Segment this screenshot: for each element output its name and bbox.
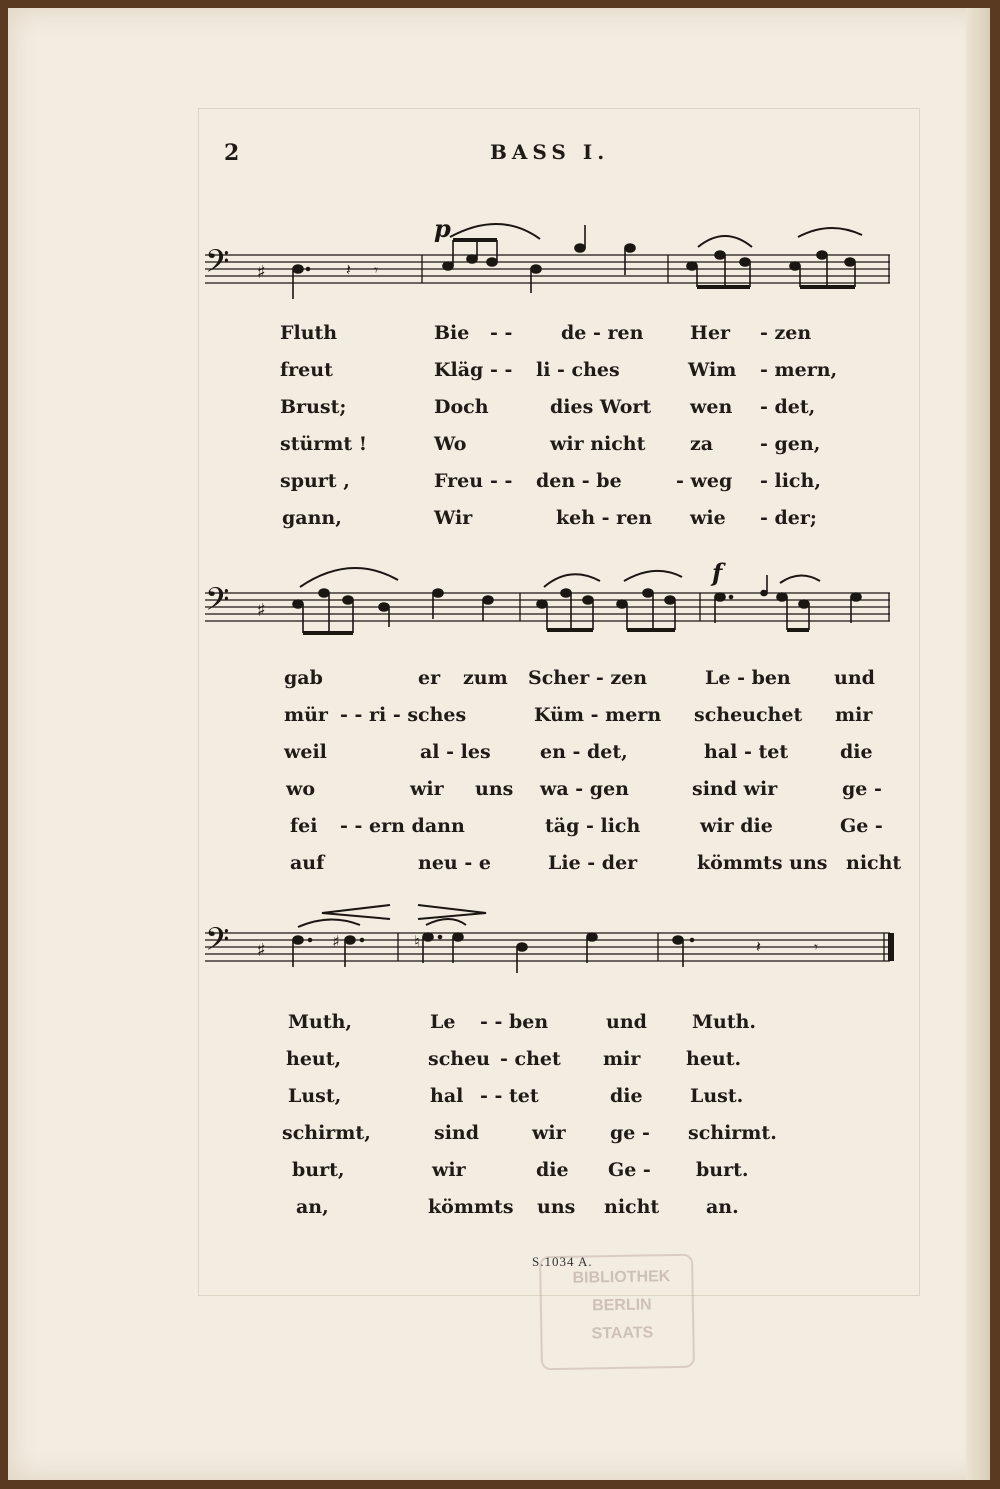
lyric-syllable: de - ren xyxy=(561,322,644,344)
lyric-syllable: Kläg xyxy=(434,359,484,381)
lyric-syllable: täg - lich xyxy=(545,815,641,837)
lyric-syllable: er xyxy=(418,667,441,689)
lyric-syllable: Lust. xyxy=(690,1085,744,1107)
lyric-syllable: Muth. xyxy=(692,1011,757,1033)
lyric-syllable: kömmts xyxy=(428,1196,514,1218)
lyric-syllable: - - xyxy=(490,322,513,344)
verse-4-line xyxy=(0,778,1000,815)
lyric-syllable: - - ern dann xyxy=(340,815,465,837)
lyric-syllable: - chet xyxy=(500,1048,561,1070)
verse-3-line xyxy=(0,741,1000,778)
verse-5-line xyxy=(0,1159,1000,1196)
lyric-syllable: za xyxy=(690,433,714,455)
lyric-syllable: an, xyxy=(296,1196,329,1218)
crescendo-hairpin xyxy=(322,905,390,919)
lyric-syllable: scheu xyxy=(428,1048,490,1070)
lyric-syllable: - lich, xyxy=(760,470,821,492)
staff-3 xyxy=(200,895,900,995)
verse-1-line xyxy=(0,1011,1000,1048)
lyric-syllable: zum xyxy=(463,667,508,689)
lyric-syllable: kömmts uns xyxy=(697,852,828,874)
lyric-syllable: burt. xyxy=(696,1159,749,1181)
lyric-syllable: die xyxy=(610,1085,643,1107)
lyric-syllable: Ge - xyxy=(608,1159,651,1181)
key-signature: ♯ xyxy=(257,262,266,283)
lyric-syllable: wa - gen xyxy=(540,778,629,800)
lyric-syllable: - - xyxy=(490,359,513,381)
lyric-syllable: wie xyxy=(690,507,726,529)
staff-2 xyxy=(200,555,900,655)
lyrics-block-3 xyxy=(0,1011,1000,1233)
lyric-syllable: Scher - zen xyxy=(528,667,648,689)
lyric-syllable: schirmt, xyxy=(282,1122,371,1144)
lyric-syllable: - det, xyxy=(760,396,816,418)
bass-clef: 𝄢 xyxy=(205,243,230,287)
lyric-syllable: wir xyxy=(432,1159,466,1181)
lyric-syllable: keh - ren xyxy=(556,507,653,529)
stamp-line: STAATS xyxy=(591,1324,654,1343)
dynamic-forte: f xyxy=(712,558,723,587)
lyric-syllable: Muth, xyxy=(288,1011,353,1033)
lyric-syllable: den - be xyxy=(536,470,622,492)
lyric-syllable: Brust; xyxy=(280,396,347,418)
verse-6-line xyxy=(0,1196,1000,1233)
verse-3-line xyxy=(0,1085,1000,1122)
lyric-syllable: wir xyxy=(410,778,444,800)
lyric-syllable: fei xyxy=(290,815,318,837)
lyric-syllable: mir xyxy=(603,1048,641,1070)
lyric-syllable: wo xyxy=(286,778,316,800)
lyric-syllable: Wo xyxy=(434,433,467,455)
decrescendo-hairpin xyxy=(418,905,486,919)
verse-5-line xyxy=(0,470,1000,507)
lyric-syllable: die xyxy=(536,1159,569,1181)
lyric-syllable: - zen xyxy=(760,322,812,344)
lyric-syllable: burt, xyxy=(292,1159,345,1181)
lyric-syllable: weil xyxy=(284,741,327,763)
lyric-syllable: Le - ben xyxy=(705,667,791,689)
lyric-syllable: mür xyxy=(284,704,328,726)
slurs-and-hairpins xyxy=(298,905,486,927)
lyric-syllable: en - det, xyxy=(540,741,628,763)
verse-1-line xyxy=(0,667,1000,704)
lyric-syllable: Ge - xyxy=(840,815,883,837)
lyric-syllable: - - ri - sches xyxy=(340,704,467,726)
part-title: BASS I. xyxy=(490,140,610,164)
lyric-syllable: - - ben xyxy=(480,1011,549,1033)
svg-text:𝄽: 𝄽 xyxy=(346,260,351,279)
lyric-syllable: hal - tet xyxy=(704,741,789,763)
lyric-syllable: hal xyxy=(430,1085,464,1107)
lyric-syllable: mir xyxy=(835,704,873,726)
lyric-syllable: li - ches xyxy=(536,359,620,381)
lyric-syllable: ge - xyxy=(842,778,882,800)
slurs-staff-2 xyxy=(300,568,820,587)
lyric-syllable: sind xyxy=(434,1122,480,1144)
lyric-syllable: dies Wort xyxy=(550,396,652,418)
lyric-syllable: freut xyxy=(280,359,333,381)
lyric-syllable: Doch xyxy=(434,396,489,418)
lyric-syllable: Her xyxy=(690,322,731,344)
lyric-syllable: spurt , xyxy=(280,470,350,492)
verse-3-line xyxy=(0,396,1000,433)
lyric-syllable: Lust, xyxy=(288,1085,342,1107)
lyric-syllable: und xyxy=(606,1011,647,1033)
key-signature: ♯ xyxy=(257,940,266,961)
plate-number: S.1034 A. xyxy=(532,1254,593,1269)
lyric-syllable: auf xyxy=(290,852,325,874)
lyric-syllable: nicht xyxy=(846,852,902,874)
verse-1-line xyxy=(0,322,1000,359)
verse-2-line xyxy=(0,359,1000,396)
lyrics-block-2 xyxy=(0,667,1000,889)
lyric-syllable: wir die xyxy=(700,815,773,837)
lyric-syllable: nicht xyxy=(604,1196,660,1218)
verse-6-line xyxy=(0,507,1000,544)
lyric-syllable: Le xyxy=(430,1011,456,1033)
svg-text:♯: ♯ xyxy=(332,932,340,951)
key-signature: ♯ xyxy=(257,600,266,621)
bass-clef: 𝄢 xyxy=(205,921,230,965)
verse-2-line xyxy=(0,704,1000,741)
final-barline xyxy=(888,933,894,961)
lyric-syllable: Bie xyxy=(434,322,470,344)
lyric-syllable: - gen, xyxy=(760,433,821,455)
lyric-syllable: neu - e xyxy=(418,852,491,874)
page-number: 2 xyxy=(224,140,240,166)
lyric-syllable: und xyxy=(834,667,875,689)
stamp-line: BIBLIOTHEK xyxy=(572,1268,671,1287)
lyric-syllable: wir xyxy=(532,1122,566,1144)
lyric-syllable: al - les xyxy=(420,741,491,763)
lyric-syllable: sind wir xyxy=(692,778,778,800)
lyric-syllable: Wim xyxy=(688,359,737,381)
lyric-syllable: heut, xyxy=(286,1048,342,1070)
verse-4-line xyxy=(0,1122,1000,1159)
lyric-syllable: uns xyxy=(537,1196,576,1218)
lyric-syllable: gab xyxy=(284,667,323,689)
lyric-syllable: wen xyxy=(690,396,733,418)
svg-text:𝄽: 𝄽 xyxy=(756,937,761,956)
lyric-syllable: - - tet xyxy=(480,1085,539,1107)
bass-clef: 𝄢 xyxy=(205,581,230,625)
verse-6-line xyxy=(0,852,1000,889)
lyric-syllable: - - xyxy=(490,470,513,492)
lyric-syllable: wir nicht xyxy=(550,433,646,455)
lyric-syllable: - mern, xyxy=(760,359,838,381)
lyric-syllable: gann, xyxy=(282,507,342,529)
lyric-syllable: Küm - mern xyxy=(534,704,662,726)
verse-2-line xyxy=(0,1048,1000,1085)
lyric-syllable: uns xyxy=(475,778,514,800)
lyric-syllable: Fluth xyxy=(280,322,338,344)
lyric-syllable: Freu xyxy=(434,470,484,492)
svg-text:♮: ♮ xyxy=(414,932,420,951)
lyric-syllable: - der; xyxy=(760,507,817,529)
verse-4-line xyxy=(0,433,1000,470)
verse-5-line xyxy=(0,815,1000,852)
svg-text:𝄾: 𝄾 xyxy=(374,261,378,279)
lyric-syllable: stürmt ! xyxy=(280,433,368,455)
lyric-syllable: schirmt. xyxy=(688,1122,777,1144)
dynamic-piano: p xyxy=(434,215,451,243)
lyric-syllable: - weg xyxy=(676,470,733,492)
lyric-syllable: die xyxy=(840,741,873,763)
lyric-syllable: Wir xyxy=(434,507,473,529)
lyrics-block-1 xyxy=(0,322,1000,544)
lyric-syllable: an. xyxy=(706,1196,739,1218)
stamp-line: BERLIN xyxy=(591,1296,652,1315)
svg-text:𝄾: 𝄾 xyxy=(814,938,818,956)
notes-staff-2 xyxy=(293,575,861,633)
staff-1 xyxy=(200,215,900,315)
slurs-staff-1 xyxy=(450,224,862,247)
lyric-syllable: heut. xyxy=(686,1048,742,1070)
notes-staff-3 xyxy=(293,932,818,973)
lyric-syllable: scheuchet xyxy=(694,704,803,726)
lyric-syllable: Lie - der xyxy=(548,852,638,874)
lyric-syllable: ge - xyxy=(610,1122,650,1144)
library-stamp xyxy=(539,1254,695,1371)
